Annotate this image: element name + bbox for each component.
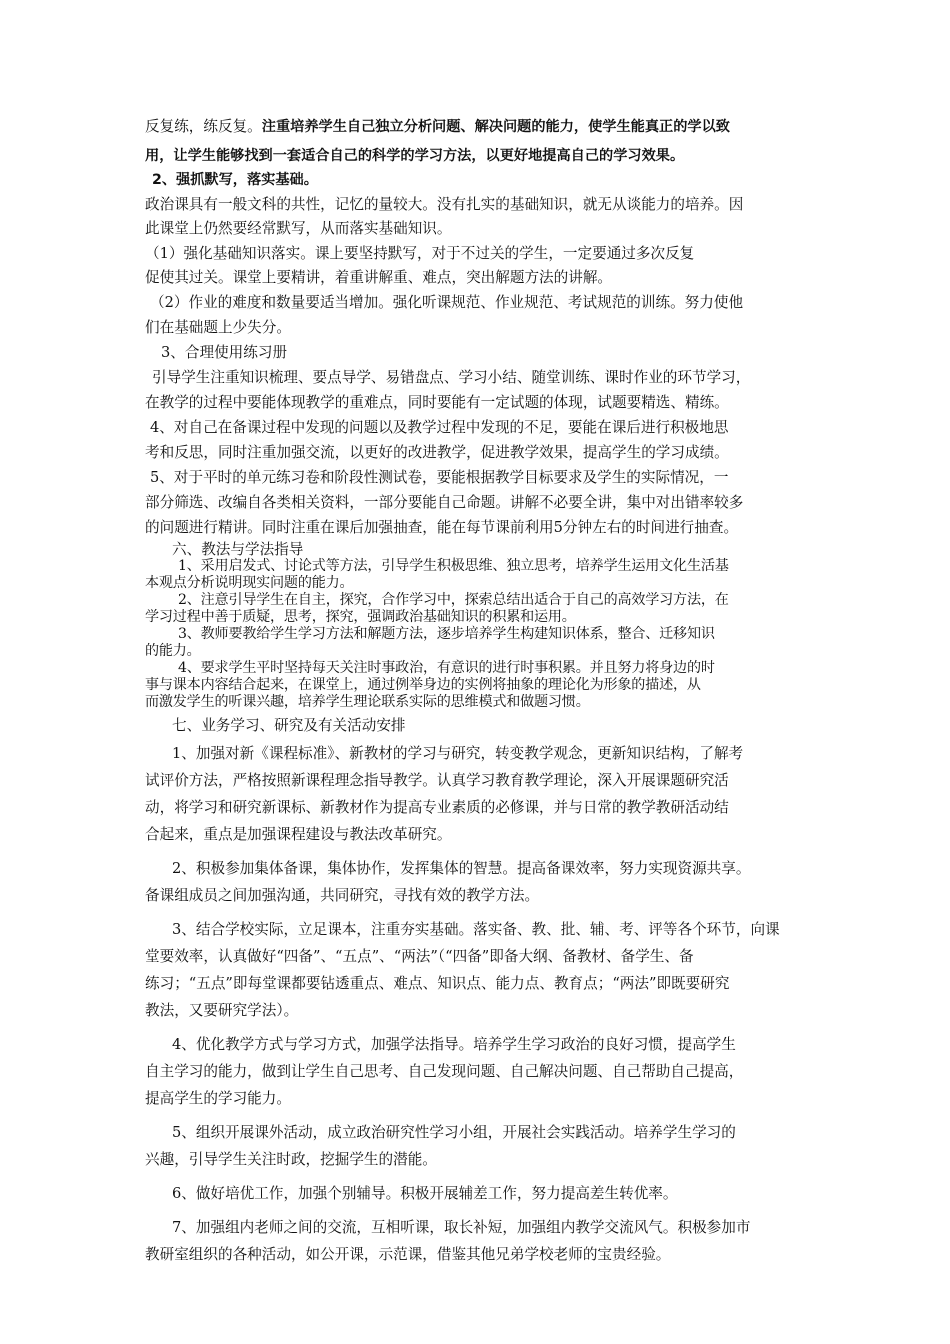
- text-line: 此课堂上仍然要经常默写，从而落实基础知识。: [145, 220, 452, 237]
- text-line: 7、加强组内老师之间的交流，互相听课，取长补短，加强组内教学交流风气。积极参加市: [172, 1219, 751, 1236]
- text-line: 备课组成员之间加强沟通，共同研究，寻找有效的教学方法。: [145, 887, 540, 904]
- text-line: 而激发学生的听课兴趣，培养学生理论联系实际的思维模式和做题习惯。: [145, 694, 590, 710]
- text-line-bold: 注重培养学生自己独立分析问题、解决问题的能力，使学生能真正的学以致: [261, 119, 730, 135]
- text-line: 2、强抓默写，落实基础。: [152, 172, 318, 188]
- text-line: 4、对自己在备课过程中发现的问题以及教学过程中发现的不足，要能在课后进行积极地思: [150, 419, 729, 436]
- text-line: 们在基础题上少失分。: [145, 319, 291, 336]
- text-line: 4、优化教学方式与学习方式，加强学法指导。培养学生学习政治的良好习惯，提高学生: [172, 1036, 736, 1053]
- text-line: 的能力。: [145, 643, 201, 659]
- text-line: （1）强化基础知识落实。课上要坚持默写，对于不过关的学生，一定要通过多次反复: [145, 245, 695, 262]
- text-line: 合起来，重点是加强课程建设与教法改革研究。: [145, 826, 452, 843]
- text-line: （2）作业的难度和数量要适当增加。强化听课规范、作业规范、考试规范的训练。努力使他: [150, 294, 744, 311]
- text-line: 1、采用启发式、讨论式等方法，引导学生积极思维、独立思考，培养学生运用文化生活基: [178, 558, 729, 574]
- text-line: 动，将学习和研究新课标、新教材作为提高专业素质的必修课，并与日常的教学教研活动结: [145, 799, 729, 816]
- text-line: 3、合理使用练习册: [161, 344, 288, 361]
- text-line: 3、教师要教给学生学习方法和解题方法，逐步培养学生构建知识体系，整合、迁移知识: [178, 626, 715, 642]
- text-line: 兴趣，引导学生关注时政，挖掘学生的潜能。: [145, 1151, 437, 1168]
- text-line: 提高学生的学习能力。: [145, 1090, 291, 1107]
- text-line: 试评价方法，严格按照新课程理念指导教学。认真学习教育教学理论，深入开展课题研究活: [145, 772, 729, 789]
- text-line: 堂要效率，认真做好“四备”、“五点”、“两法”（“四备”即备大纲、备教材、备学生、备: [145, 948, 694, 965]
- text-line: 5、对于平时的单元练习卷和阶段性测试卷，要能根据教学目标要求及学生的实际情况，一: [150, 469, 729, 486]
- text-line: 3、结合学校实际，立足课本，注重夯实基础。落实备、教、批、辅、考、评等各个环节，向课: [172, 921, 780, 938]
- text-line: 自主学习的能力，做到让学生自己思考、自己发现问题、自己解决问题、自己帮助自己提高，: [145, 1063, 744, 1080]
- text-line: 练习；“五点”即每堂课都要钻透重点、难点、知识点、能力点、教育点；“两法”即既要研究: [145, 975, 730, 992]
- text-line: 1、加强对新《课程标准》、新教材的学习与研究，转变教学观念，更新知识结构，了解考: [172, 745, 744, 762]
- text-line: 事与课本内容结合起来，在课堂上，通过例举身边的实例将抽象的理论化为形象的描述，从: [145, 677, 701, 693]
- text-line: 2、积极参加集体备课，集体协作，发挥集体的智慧。提高备课效率，努力实现资源共享。: [172, 860, 751, 877]
- text-line: 2、注意引导学生在自主，探究，合作学习中，探索总结出适合于自己的高效学习方法，在: [178, 592, 729, 608]
- text-line: 七、业务学习、研究及有关活动安排: [172, 717, 406, 734]
- text-line: 政治课具有一般文科的共性，记忆的量较大。没有扎实的基础知识，就无从谈能力的培养。因: [145, 196, 744, 213]
- text-line: 教法，又要研究学法）。: [145, 1002, 299, 1019]
- text-line: 学习过程中善于质疑，思考，探究，强调政治基础知识的积累和运用。: [145, 609, 576, 625]
- text-line: 本观点分析说明现实问题的能力。: [145, 575, 354, 591]
- text-line: 5、组织开展课外活动，成立政治研究性学习小组，开展社会实践活动。培养学生学习的: [172, 1124, 736, 1141]
- text-line: 促使其过关。课堂上要精讲，着重讲解重、难点，突出解题方法的讲解。: [145, 269, 613, 286]
- text-line: 在教学的过程中要能体现教学的重难点，同时要能有一定试题的体现，试题要精选、精练。: [145, 394, 729, 411]
- text-line: [145, 117, 730, 137]
- text-line-lead: 反复练，练反复。: [145, 118, 262, 135]
- text-line: 4、要求学生平时坚持每天关注时事政治，有意识的进行时事积累。并且努力将身边的时: [178, 660, 715, 676]
- text-line: 六、教法与学法指导: [172, 541, 304, 558]
- text-line: 引导学生注重知识梳理、要点导学、易错盘点、学习小结、随堂训练、课时作业的环节学习，: [152, 369, 751, 386]
- text-line: 考和反思，同时注重加强交流，以更好的改进教学，促进教学效果，提高学生的学习成绩。: [145, 444, 729, 461]
- text-line: 部分筛选、改编自各类相关资料，一部分要能自己命题。讲解不必要全讲，集中对出错率较多: [145, 494, 744, 511]
- text-line: 6、做好培优工作，加强个别辅导。积极开展辅差工作，努力提高差生转优率。: [172, 1185, 678, 1202]
- text-line: 用，让学生能够找到一套适合自己的科学的学习方法，以更好地提高自己的学习效果。: [145, 148, 685, 164]
- text-line: 教研室组织的各种活动，如公开课，示范课，借鉴其他兄弟学校老师的宝贵经验。: [145, 1246, 671, 1263]
- text-line: 的问题进行精讲。同时注重在课后加强抽查，能在每节课前利用5分钟左右的时间进行抽查。: [145, 519, 739, 536]
